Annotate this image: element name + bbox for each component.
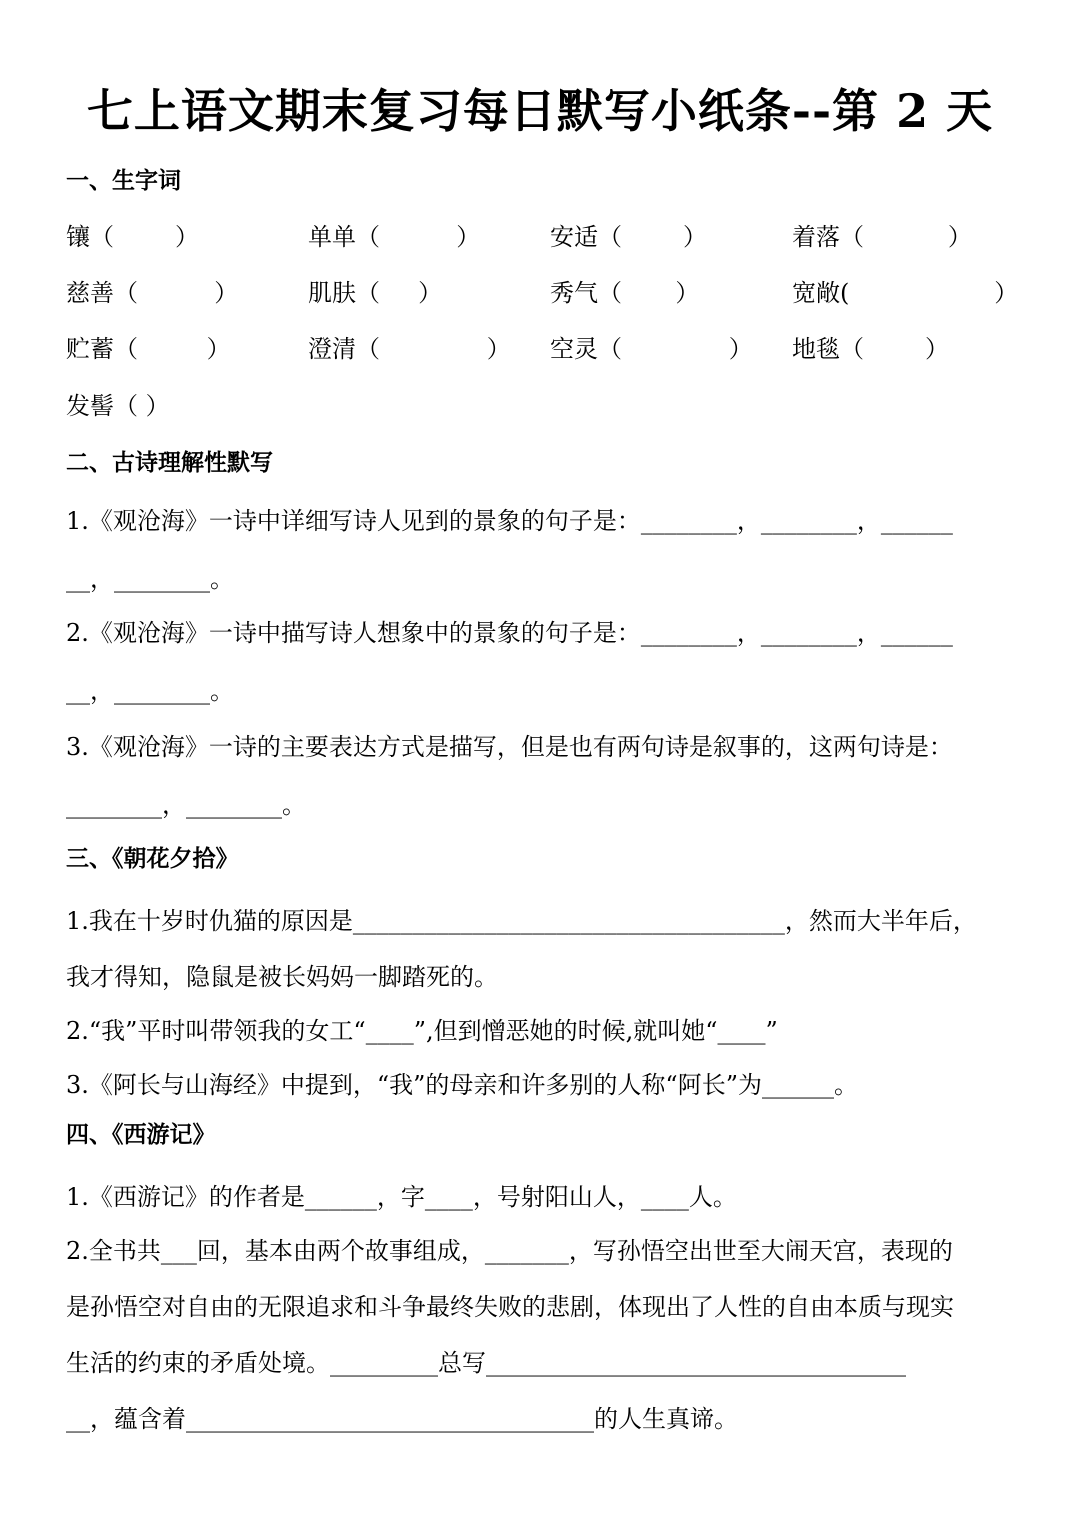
vocab-item: 秀气（ ） — [550, 279, 700, 307]
vocab-item: 空灵（ ） — [550, 335, 753, 363]
question-line: 3.《阿长与山海经》中提到，“我”的母亲和许多别的人称“阿长”为______。 — [66, 1071, 858, 1099]
vocab-item: 着落（ ） — [792, 223, 972, 251]
question-line: 3.《观沧海》一诗的主要表达方式是描写，但是也有两句诗是叙事的，这两句诗是： — [66, 733, 953, 761]
vocab-item: 镶（ ） — [66, 223, 200, 251]
vocab-item: 单单（ ） — [308, 223, 481, 251]
vocab-item: 贮蓄（ ） — [66, 335, 231, 363]
question-line: 1.我在十岁时仇猫的原因是____________________________________，然而大半年后， — [66, 907, 977, 935]
question-line: 2.《观沧海》一诗中描写诗人想象中的景象的句子是：________，________，______ — [66, 619, 953, 647]
vocab-item: 澄清（ ） — [308, 335, 511, 363]
vocab-item: 慈善（ ） — [66, 279, 239, 307]
vocab-item: 发髻（ ） — [66, 392, 170, 420]
question-line: 1.《西游记》的作者是______，字____，号射阳山人，____人。 — [66, 1183, 737, 1211]
question-line: 生活的约束的矛盾处境。_________总写___________________________________ — [66, 1349, 906, 1377]
question-line: ________，________。 — [66, 791, 306, 819]
section-heading-vocab: 一、生字词 — [66, 167, 181, 194]
vocab-item: 宽敞( ） — [792, 279, 1019, 307]
vocab-item: 地毯（ ） — [792, 335, 950, 363]
question-line: 是孙悟空对自由的无限追求和斗争最终失败的悲剧，体现出了人性的自由本质与现实 — [66, 1293, 954, 1321]
page-title: 七上语文期末复习每日默写小纸条--第 2 天 — [86, 84, 994, 138]
question-line: 2.“我”平时叫带领我的女工“____”,但到憎恶她的时候,就叫她“____” — [66, 1017, 778, 1045]
question-line: 1.《观沧海》一诗中详细写诗人见到的景象的句子是：________，________，______ — [66, 507, 953, 535]
section-heading-poem: 二、古诗理解性默写 — [66, 449, 273, 476]
vocab-item: 肌肤（ ） — [308, 279, 443, 307]
vocab-item: 安适（ ） — [550, 223, 708, 251]
section-heading-zhaohua: 三、《朝花夕拾》 — [66, 845, 239, 872]
section-heading-xiyouji: 四、《西游记》 — [66, 1121, 216, 1148]
question-line: __，________。 — [66, 565, 234, 593]
question-line: __，蕴含着__________________________________的人生真谛。 — [66, 1405, 738, 1433]
question-line: 2.全书共___回，基本由两个故事组成，_______，写孙悟空出世至大闹天宫，表现的 — [66, 1237, 953, 1265]
question-line: 我才得知，隐鼠是被长妈妈一脚踏死的。 — [66, 963, 498, 991]
question-line: __，________。 — [66, 677, 234, 705]
